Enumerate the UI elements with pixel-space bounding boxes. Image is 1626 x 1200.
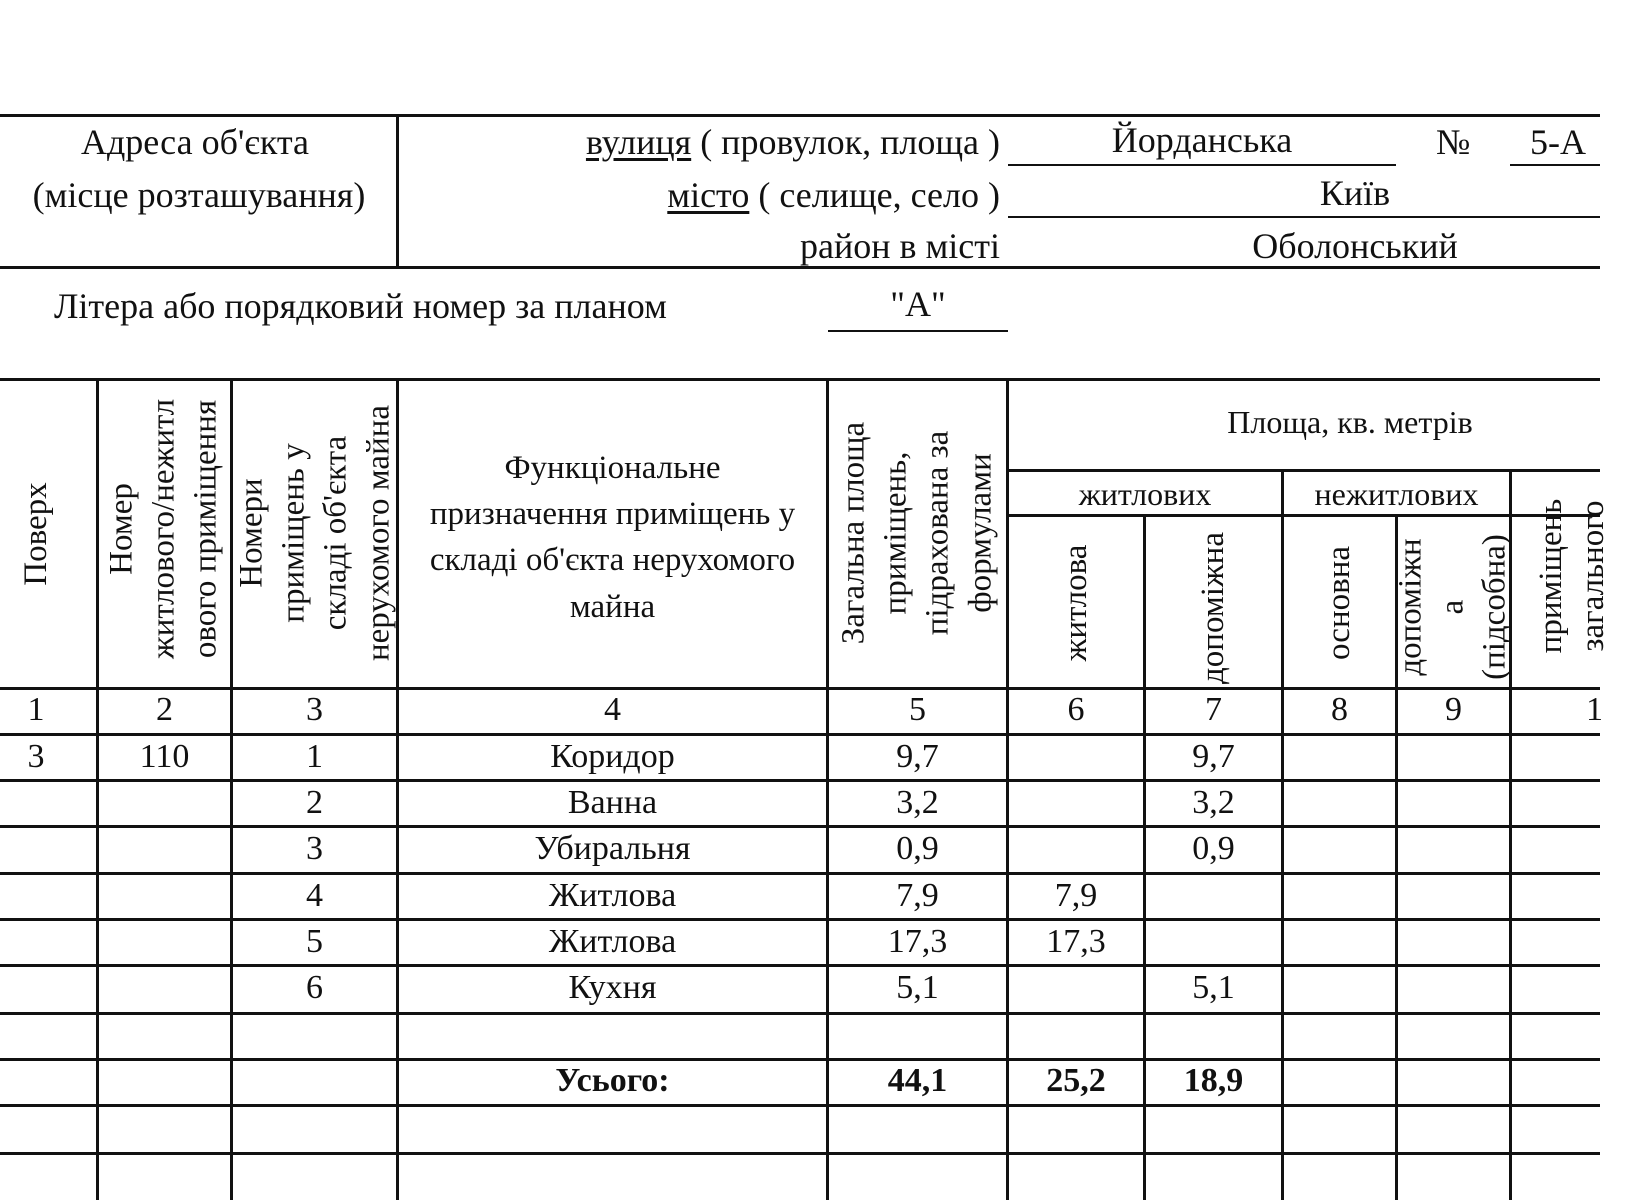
header-common-cell [1512,472,1611,687]
header-purpose-line3: складі об'єкта нерухомого [429,542,796,579]
row-line [0,1104,1600,1107]
address-label-line1: Адреса об'єкта [80,122,309,162]
number-underline [1510,164,1600,166]
header-residential-group: житлових [1078,476,1212,512]
header-room-number [101,399,228,659]
header-main-cell [1284,517,1395,687]
cell-no: 6 [306,969,323,1006]
header-room-nos-line2: приміщень у [275,443,312,623]
header-purpose-line2: призначення приміщень у [429,496,796,533]
cell-purpose: Убиральня [534,830,691,867]
header-room-nos [231,405,400,661]
letter-label: Літера або порядковий номер за планом [54,286,667,326]
column-number: 4 [604,691,621,728]
header-total [833,422,1002,644]
cell-no: 1 [306,738,323,775]
column-number: 3 [306,691,323,728]
header-aux2-line1: допоміжн [1392,538,1429,676]
cell-aux: 0,9 [1192,830,1235,867]
header-purpose-line1: Функціональне [504,450,721,486]
row-line [0,1152,1600,1155]
row-line [0,1058,1600,1061]
totals-total: 44,1 [887,1062,948,1099]
street-label-rest: ( провулок, площа ) [691,122,1000,162]
header-area-group: Площа, кв. метрів [1227,404,1473,440]
row-line [0,872,1600,875]
cell-room: 110 [139,738,190,775]
cell-total: 17,3 [887,923,948,960]
number-value: 5-А [1530,122,1586,162]
city-underline [1008,216,1600,218]
city-label-key: місто [667,175,750,215]
column-number: 6 [1067,691,1085,728]
cell-purpose: Коридор [550,738,675,775]
cell-purpose: Ванна [567,784,658,821]
totals-aux: 18,9 [1183,1062,1244,1099]
cell-total: 9,7 [896,738,939,775]
header-living: житлова [1057,544,1094,662]
column-number: 1 [27,691,45,728]
cell-total: 5,1 [896,969,939,1006]
cell-total: 0,9 [896,830,939,867]
street-underline [1008,164,1396,166]
column-number: 9 [1445,691,1462,728]
column-number: 7 [1205,691,1222,728]
column-number: 2 [156,691,173,728]
street-value: Йорданська [1111,120,1293,160]
address-bottom-border [0,266,1600,269]
district-label: район в місті [799,226,1000,266]
header-purpose [399,445,826,630]
header-room-nos-line3: складі об'єкта [318,435,354,631]
column-number: 8 [1331,691,1348,728]
header-aux2-cell [1392,517,1514,687]
cell-purpose: Кухня [568,969,657,1006]
cell-purpose: Житлова [548,877,677,914]
header-room-nos-cell [233,381,396,687]
header-floor: Поверх [17,482,54,586]
header-aux2 [1390,534,1517,680]
header-total-line2: приміщень, [877,451,914,615]
cell-no: 3 [306,830,323,867]
letter-value: "А" [890,284,946,324]
city-value: Київ [1319,173,1391,213]
header-nonresidential-group: нежитлових [1314,476,1479,512]
header-room-number-line1: Номер [103,483,140,575]
header-purpose-line4: майна [569,588,656,625]
row-line [0,918,1600,921]
cell-floor: 3 [27,738,45,775]
row-line [0,1012,1600,1015]
header-auxiliary-cell [1146,506,1281,687]
cell-no: 5 [306,923,323,960]
header-total-line1: Загальна площа [835,421,872,645]
cell-aux: 3,2 [1192,784,1235,821]
number-sign: № [1436,122,1471,162]
header-total-line3: підрахована за [920,430,956,636]
header-aux2-line3: (підсобна) [1477,534,1514,680]
header-auxiliary: допоміжна [1194,532,1231,684]
header-aux2-line2: а [1434,599,1471,615]
header-common-line2: загального [1575,500,1611,652]
address-label-line2: (місце розташування) [32,175,366,215]
cell-no: 4 [306,877,323,914]
cell-total: 3,2 [896,784,939,821]
header-room-number-line2: житлового/нежитл [145,398,182,660]
header-common-line1: приміщень [1532,498,1569,654]
row-line [0,779,1600,782]
header-room-number-cell [99,381,230,687]
header-bottom-border [0,687,1600,690]
row-line [0,964,1600,967]
cell-no: 2 [306,784,323,821]
cell-living: 7,9 [1054,877,1098,914]
colnum-bottom-border [0,733,1600,736]
header-room-nos-line4: нерухомого майна [360,404,397,662]
city-label-rest: ( селище, село ) [749,175,1000,215]
column-number: 5 [909,691,926,728]
totals-label: Усього: [555,1062,670,1099]
cell-purpose: Житлова [548,923,677,960]
header-main: основна [1320,545,1357,661]
street-label [410,124,1000,160]
cell-total: 7,9 [896,877,939,914]
cell-living: 17,3 [1046,923,1106,960]
header-total-line4: формулами [962,453,999,613]
cell-aux: 9,7 [1192,738,1235,775]
address-top-border [0,114,1600,117]
header-room-number-line3: ового приміщення [188,399,225,659]
letter-underline [828,330,1008,332]
header-living-cell [1009,517,1143,687]
cell-aux: 5,1 [1192,969,1235,1006]
header-total-cell [829,381,1006,687]
header-common [1530,499,1614,654]
city-label [410,177,1000,213]
column-number: 1 [1586,691,1603,728]
district-value: Оболонський [1252,226,1458,266]
row-line [0,825,1600,828]
street-label-key: вулиця [585,122,692,162]
header-room-nos-line1: Номери [233,478,270,588]
totals-living: 25,2 [1046,1062,1106,1099]
